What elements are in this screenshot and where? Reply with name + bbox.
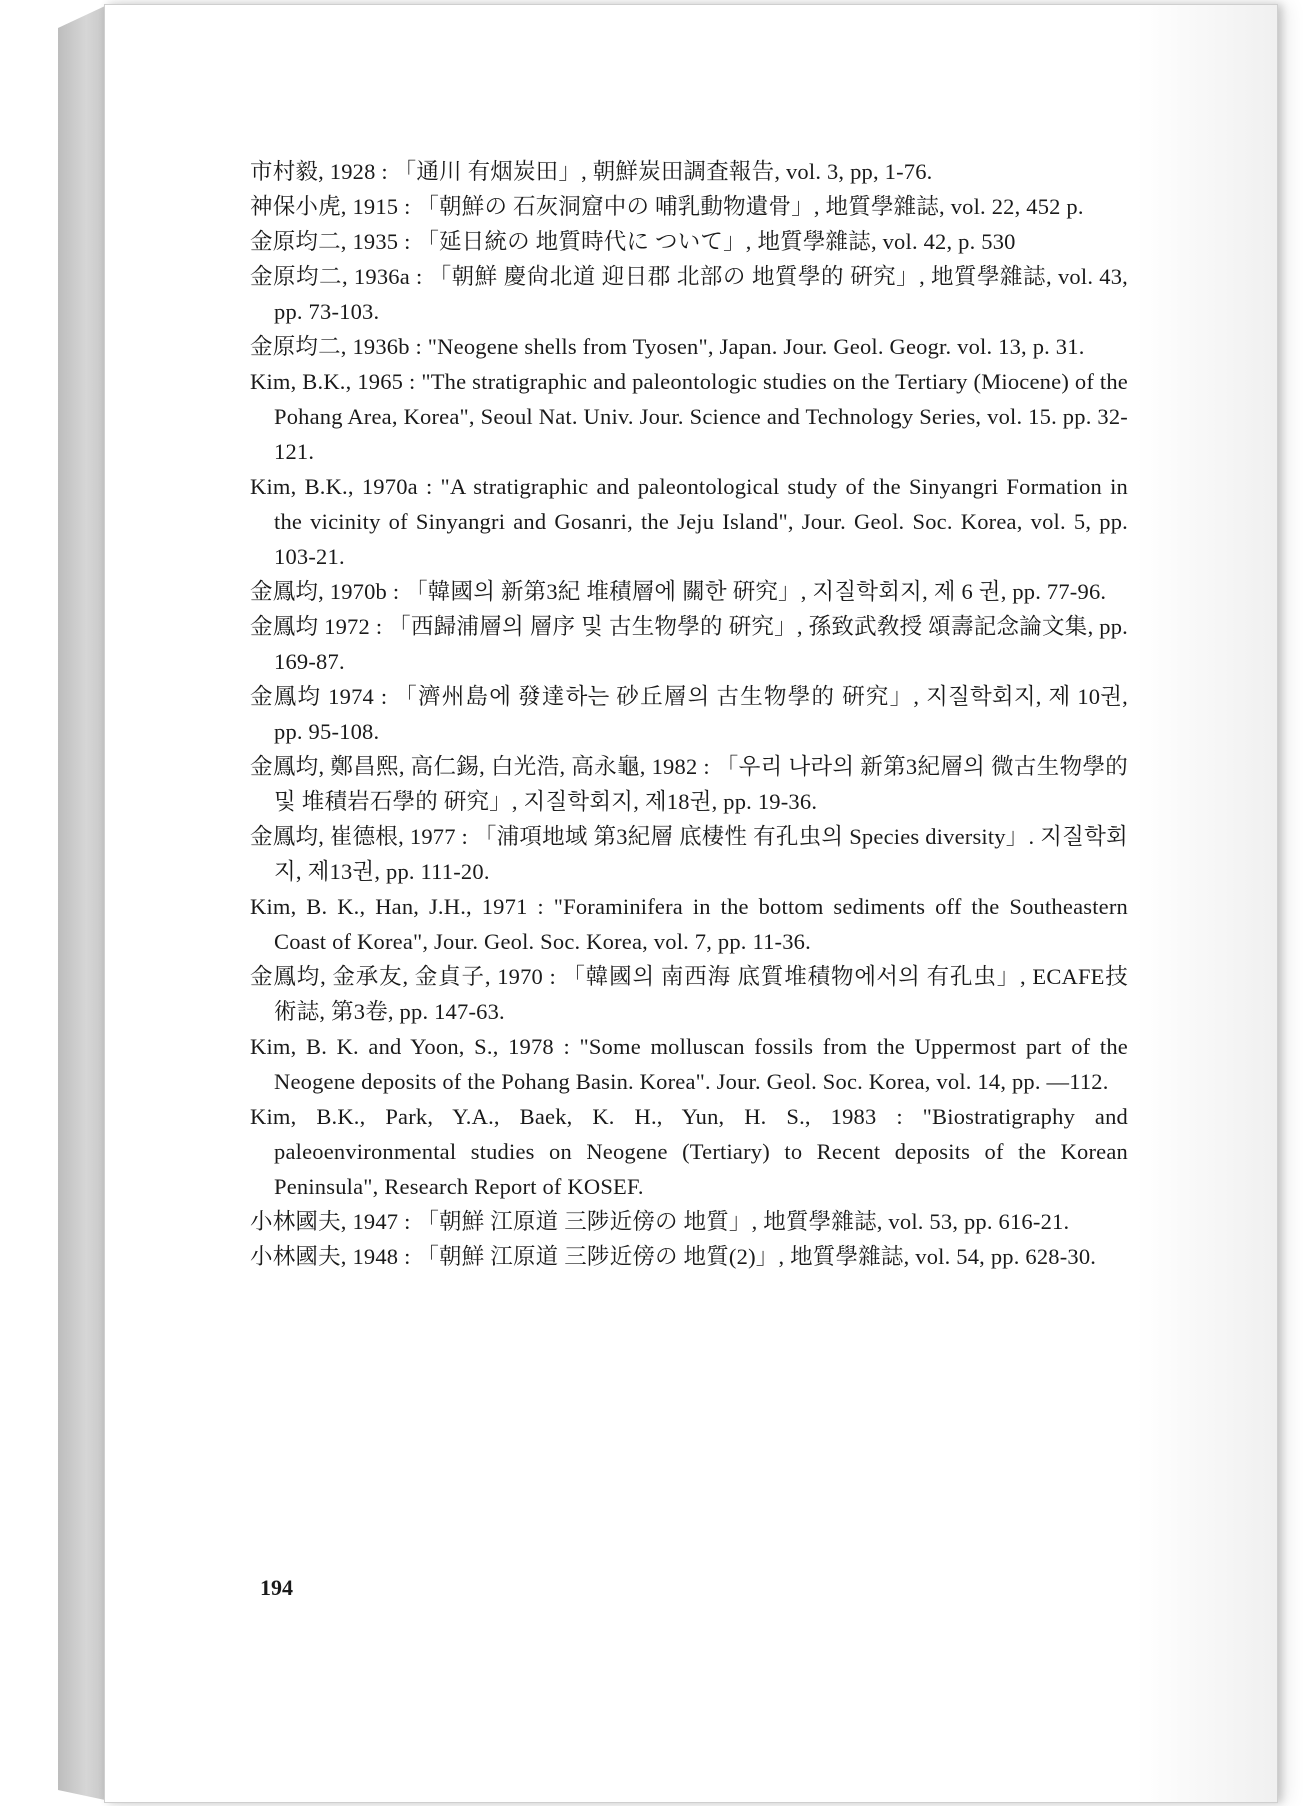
reference-entry: 市村毅, 1928 : 「通川 有烟炭田」, 朝鮮炭田調査報告, vol. 3, pp, 1-76.: [250, 159, 933, 184]
reference-entry: 金鳳均, 金承友, 金貞子, 1970 : 「韓國의 南西海 底質堆積物에서의 有孔虫」, ECAFE技術誌, 第3卷, pp. 147-63.: [250, 964, 1128, 1024]
reference-entry: 金鳳均, 1970b : 「韓國의 新第3紀 堆積層에 關한 硏究」, 지질학회지, 제 6 권, pp. 77-96.: [250, 579, 1107, 604]
reference-entry: 金原均二, 1935 : 「延日統の 地質時代に ついて」, 地質學雜誌, vol. 42, p. 530: [250, 229, 1016, 254]
reference-entry: 金鳳均, 鄭昌熙, 高仁錫, 白光浩, 高永龜, 1982 : 「우리 나라의 新第3紀層의 微古生物學的 및 堆積岩石學的 硏究」, 지질학회지, 제18권, pp. 19-36.: [250, 754, 1128, 814]
reference-entry: 小林國夫, 1948 : 「朝鮮 江原道 三陟近傍の 地質(2)」, 地質學雜誌, vol. 54, pp. 628-30.: [250, 1244, 1097, 1269]
reference-entry: 金原均二, 1936a : 「朝鮮 慶尙北道 迎日郡 北部の 地質學的 硏究」, 地質學雜誌, vol. 43, pp. 73-103.: [250, 264, 1128, 324]
reference-entry: Kim, B. K., Han, J.H., 1971 : "Foraminifera in the bottom sediments off the Southeastern Coast of Korea", Jour. Geol. Soc. Korea, vol. 7, pp. 11-36.: [250, 894, 1128, 954]
reference-entry: 金原均二, 1936b : "Neogene shells from Tyosen", Japan. Jour. Geol. Geogr. vol. 13, p. 31.: [250, 334, 1085, 359]
reference-entry: 金鳳均 1974 : 「濟州島에 發達하는 砂丘層의 古生物學的 硏究」, 지질학회지, 제 10권, pp. 95-108.: [250, 684, 1128, 744]
reference-list: [250, 154, 1128, 1274]
reference-entry: Kim, B.K., 1965 : "The stratigraphic and paleontologic studies on the Tertiary (Miocene) of the Pohang Area, Korea", Seoul Nat. Univ. Jour. Science and Technology Series, vol. 15. pp. 32-121.: [250, 369, 1128, 464]
reference-entry: 神保小虎, 1915 : 「朝鮮の 石灰洞窟中の 哺乳動物遺骨」, 地質學雜誌, vol. 22, 452 p.: [250, 194, 1084, 219]
page-number: 194: [260, 1575, 293, 1600]
book-spine-edge: [58, 6, 105, 1800]
reference-entry: 金鳳均, 崔德根, 1977 : 「浦項地域 第3紀層 底棲性 有孔虫의 Species diversity」. 지질학회지, 제13권, pp. 111-20.: [250, 824, 1128, 884]
reference-entry: 小林國夫, 1947 : 「朝鮮 江原道 三陟近傍の 地質」, 地質學雜誌, vol. 53, pp. 616-21.: [250, 1209, 1070, 1234]
reference-entry: Kim, B. K. and Yoon, S., 1978 : "Some molluscan fossils from the Uppermost part of the Neogene deposits of the Pohang Basin. Korea". Jour. Geol. Soc. Korea, vol. 14, pp. —112.: [250, 1034, 1128, 1094]
reference-entry: 金鳳均 1972 : 「西歸浦層의 層序 및 古生物學的 硏究」, 孫致武敎授 頌壽記念論文集, pp. 169-87.: [250, 614, 1128, 674]
reference-entry: Kim, B.K., Park, Y.A., Baek, K. H., Yun, H. S., 1983 : "Biostratigraphy and paleoenvironmental studies on Neogene (Tertiary) to Recent deposits of the Korean Peninsula", Research Report of KOSEF.: [250, 1104, 1128, 1199]
reference-entry: Kim, B.K., 1970a : "A stratigraphic and paleontological study of the Sinyangri Formation in the vicinity of Sinyangri and Gosanri, the Jeju Island", Jour. Geol. Soc. Korea, vol. 5, pp. 103-21.: [250, 474, 1128, 569]
